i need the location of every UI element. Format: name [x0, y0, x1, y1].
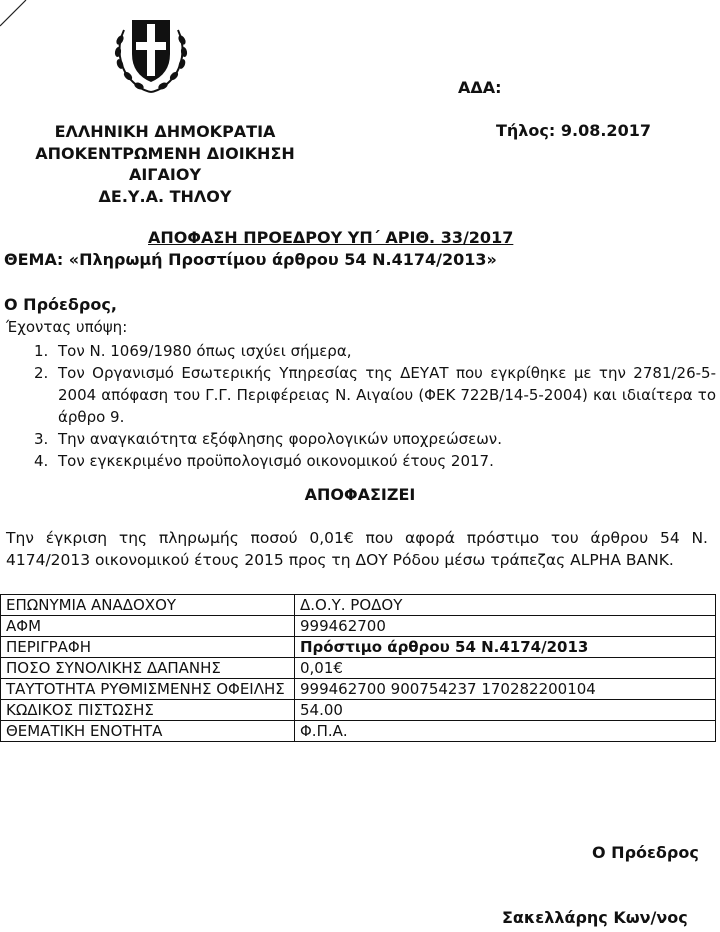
ada-label: ΑΔΑ: [458, 78, 502, 97]
list-item [0, 428, 716, 450]
corner-pen-mark [0, 0, 30, 30]
table-label: ΕΠΩΝΥΜΙΑ ΑΝΑΔΟΧΟΥ [1, 595, 295, 616]
list-item-text: Τον Ν. 1069/1980 όπως ισχύει σήμερα, [58, 342, 352, 360]
org-line-administration: ΑΠΟΚΕΝΤΡΩΜΕΝΗ ΔΙΟΙΚΗΣΗ [35, 143, 295, 163]
table-label: ΑΦΜ [1, 616, 295, 637]
table-label: ΤΑΥΤΟΤΗΤΑ ΡΥΘΜΙΣΜΕΝΗΣ ΟΦΕΙΛΗΣ [1, 679, 295, 700]
table-row [1, 721, 716, 742]
list-item [0, 340, 716, 362]
list-item-number: 2. [34, 364, 49, 382]
decision-body-text: Την έγκριση της πληρωμής ποσού 0,01€ που αφορά πρόστιμο του άρθρου 54 Ν. 4174/2013 οικονομικού έτους 2015 προς τη ΔΟΥ Ρόδου μέσω τράπεζας ALPHA BANK. [6, 529, 708, 569]
list-item-text: Τον εγκεκριμένο προϋπολογισμό οικονομικού έτους 2017. [58, 452, 494, 470]
table-row [1, 679, 716, 700]
decision-subject: ΘΕΜΑ: «Πληρωμή Προστίμου άρθρου 54 Ν.4174/2013» [4, 250, 497, 269]
considerations-list [0, 340, 716, 472]
decision-title: ΑΠΟΦΑΣΗ ΠΡΟΕΔΡΟΥ ΥΠ΄ ΑΡΙΘ. 33/2017 [148, 228, 514, 247]
table-row [1, 700, 716, 721]
list-item-text: Την αναγκαιότητα εξόφλησης φορολογικών υποχρεώσεων. [58, 430, 502, 448]
org-line-country: ΕΛΛΗΝΙΚΗ ΔΗΜΟΚΡΑΤΙΑ [54, 122, 276, 141]
issuing-organization [0, 121, 330, 207]
coat-of-arms-emblem [108, 6, 194, 96]
table-value: 999462700 900754237 170282200104 [295, 679, 716, 700]
table-value: Πρόστιμο άρθρου 54 Ν.4174/2013 [295, 637, 716, 658]
org-line-region: ΑΙΓΑΙΟΥ [128, 165, 202, 184]
table-row [1, 595, 716, 616]
payment-details-table [0, 594, 716, 742]
signature-name: Σακελλάρης Κων/νος [502, 908, 688, 927]
list-item-text: Τον Οργανισμό Εσωτερικής Υπηρεσίας της ΔΕΥΑΤ που εγκρίθηκε με την 2781/26-5-2004 απόφαση του Γ.Γ. Περιφέρειας Ν. Αιγαίου (ΦΕΚ 722Β/14-5-2004) και ιδιαίτερα το άρθρο 9. [58, 364, 716, 426]
signature-title: Ο Πρόεδρος [592, 843, 699, 862]
list-item [0, 362, 716, 428]
table-value: 0,01€ [295, 658, 716, 679]
date-line: Τήλος: 9.08.2017 [496, 121, 651, 140]
considerations-intro: Έχοντας υπόψη: [6, 318, 128, 336]
list-item-number: 4. [34, 452, 49, 470]
table-label: ΘΕΜΑΤΙΚΗ ΕΝΟΤΗΤΑ [1, 721, 295, 742]
table-label: ΠΟΣΟ ΣΥΝΟΛΙΚΗΣ ΔΑΠΑΝΗΣ [1, 658, 295, 679]
list-item [0, 450, 716, 472]
table-row [1, 658, 716, 679]
president-heading: Ο Πρόεδρος, [4, 295, 117, 314]
table-row [1, 637, 716, 658]
table-value: 54.00 [295, 700, 716, 721]
list-item-number: 1. [34, 342, 49, 360]
table-row [1, 616, 716, 637]
org-line-utility: ΔΕ.Υ.Α. ΤΗΛΟΥ [98, 186, 232, 206]
table-value: 999462700 [295, 616, 716, 637]
table-value: Φ.Π.Α. [295, 721, 716, 742]
table-label: ΚΩΔΙΚΟΣ ΠΙΣΤΩΣΗΣ [1, 700, 295, 721]
table-label: ΠΕΡΙΓΡΑΦΗ [1, 637, 295, 658]
decides-heading: ΑΠΟΦΑΣΙΖΕΙ [304, 485, 416, 504]
table-value: Δ.Ο.Υ. ΡΟΔΟΥ [295, 595, 716, 616]
list-item-number: 3. [34, 430, 49, 448]
